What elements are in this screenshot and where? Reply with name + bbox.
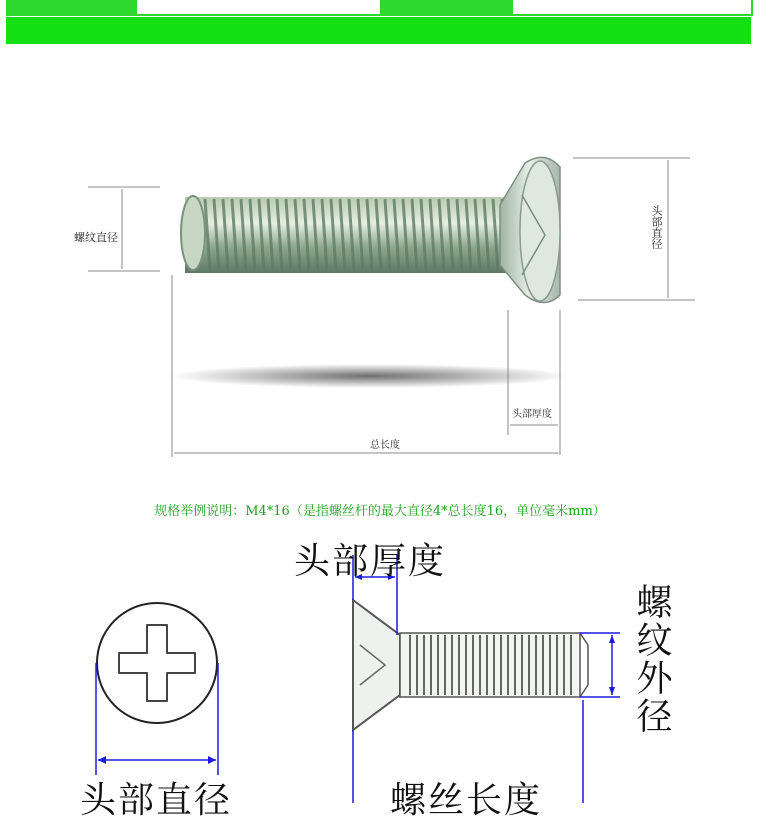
section-divider-bar <box>6 17 751 44</box>
screw-shaft <box>181 196 515 273</box>
screw-shadow <box>170 364 570 388</box>
screw-side-view <box>353 600 588 730</box>
screw-photo <box>0 125 760 470</box>
head-top-view <box>96 603 218 775</box>
drawing-thread-diameter-label: 螺纹外径 <box>631 583 672 735</box>
head-thickness-label: 头部厚度 <box>512 409 552 420</box>
table-header-cell <box>380 0 514 16</box>
spec-example-caption: 规格举例说明：M4*16（是指螺丝杆的最大直径4*总长度16，单位毫米mm） <box>154 504 606 519</box>
table-header-cell <box>6 0 138 16</box>
table-value-cell <box>135 0 383 16</box>
screw-head <box>500 157 560 302</box>
table-value-cell <box>511 0 753 16</box>
total-length-label: 总长度 <box>370 440 400 451</box>
drawing-head-diameter-label: 头部直径 <box>80 780 233 821</box>
drawing-head-thickness-label: 头部厚度 <box>294 541 447 582</box>
spec-table-top-row <box>0 0 760 16</box>
drawing-screw-length-label: 螺丝长度 <box>390 780 543 821</box>
screw-photo-graphic <box>0 125 760 470</box>
head-diameter-label: 头部直径 <box>650 205 663 249</box>
thread-diameter-label: 螺纹直径 <box>74 231 118 244</box>
